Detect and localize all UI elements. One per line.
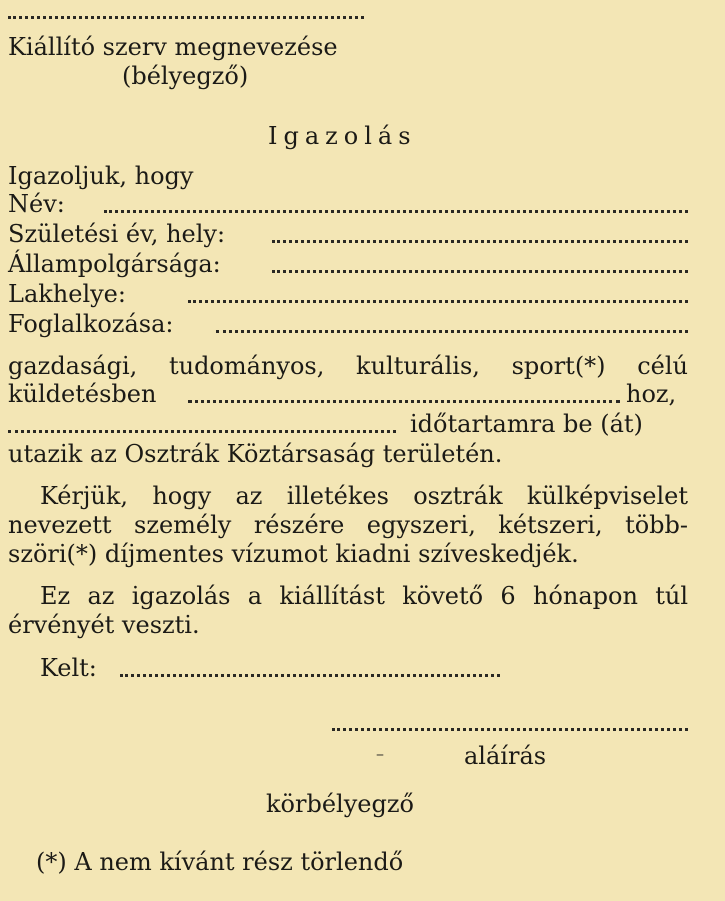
request-line-1: Kérjük, hogy az illetékes osztrák külképviselet [40, 482, 688, 510]
birth-field-line [272, 240, 688, 243]
footnote: (*) A nem kívánt rész törlendő [36, 848, 404, 876]
signature-label: aláírás [464, 742, 547, 770]
issuer-label: Kiállító szerv megnevezése [8, 33, 338, 61]
purpose-line-3: időtartamra be (át) [410, 410, 643, 438]
name-field-line [104, 210, 688, 213]
citizenship-field-line [272, 270, 688, 273]
purpose-line-1: gazdasági, tudományos, kulturális, sport(*) célú [8, 352, 688, 380]
intro-text: Igazoljuk, hogy [8, 162, 194, 190]
residence-field-label: Lakhelye: [8, 280, 126, 308]
purpose-line-2a: küldetésben [8, 380, 157, 408]
document-title: Igazolás [268, 122, 417, 150]
duration-dotted-line [8, 430, 396, 433]
occupation-field-line [216, 330, 688, 333]
residence-field-line [188, 300, 688, 303]
dash-mark: – [376, 744, 384, 763]
purpose-line-2b: hoz, [626, 380, 677, 408]
purpose-line-4: utazik az Osztrák Köztársaság területén. [8, 440, 503, 468]
mission-dotted-line [188, 400, 620, 403]
citizenship-field-label: Állampolgársága: [8, 250, 221, 278]
dated-label: Kelt: [40, 654, 97, 682]
signature-dotted-line [332, 728, 688, 731]
stamp-label: (bélyegző) [122, 62, 249, 90]
dated-dotted-line [120, 674, 500, 677]
validity-line-2: érvényét veszti. [8, 611, 200, 639]
issuer-dotted-line [8, 16, 364, 19]
round-stamp-label: körbélyegző [266, 790, 414, 818]
request-line-2: nevezett személy részére egyszeri, kétszeri, több- [8, 511, 688, 539]
name-field-label: Név: [8, 190, 65, 218]
occupation-field-label: Foglalkozása: [8, 310, 174, 338]
request-line-3: szöri(*) díjmentes vízumot kiadni szíveskedjék. [8, 540, 579, 568]
birth-field-label: Születési év, hely: [8, 220, 226, 248]
validity-line-1: Ez az igazolás a kiállítást követő 6 hónapon túl [40, 582, 688, 610]
